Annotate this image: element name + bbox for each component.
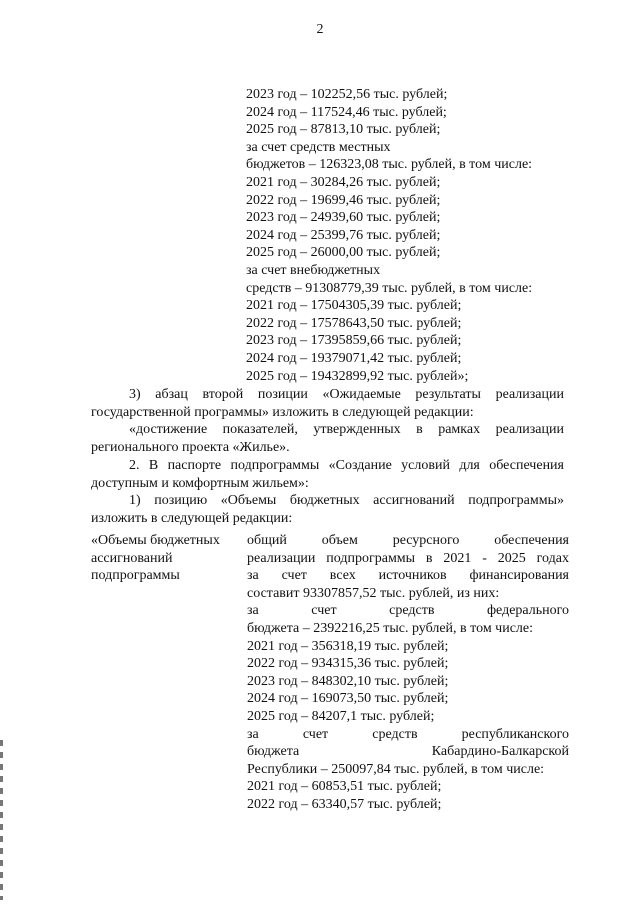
table-value-line: составит 93307857,52 тыс. рублей, из них: bbox=[247, 585, 500, 601]
text-line: 2021 год – 30284,26 тыс. рублей; bbox=[246, 174, 441, 190]
text-line: 2021 год – 17504305,39 тыс. рублей; bbox=[246, 298, 462, 314]
table-value-line: 2022 год – 934315,36 тыс. рублей; bbox=[247, 656, 449, 672]
text-line: за счет внебюджетных bbox=[246, 262, 381, 278]
text-line: 2024 год – 19379071,42 тыс. рублей; bbox=[246, 350, 462, 366]
table-value-line: бюджета – 2392216,25 тыс. рублей, в том числе: bbox=[247, 620, 534, 636]
text-line: 2025 год – 26000,00 тыс. рублей; bbox=[246, 245, 441, 261]
table-value-line: 2021 год – 356318,19 тыс. рублей; bbox=[247, 638, 449, 654]
text-line: 2023 год – 24939,60 тыс. рублей; bbox=[246, 210, 441, 226]
text-line: 2023 год – 102252,56 тыс. рублей; bbox=[246, 87, 448, 102]
text-line: 2024 год – 25399,76 тыс. рублей; bbox=[246, 227, 441, 243]
table-value-line: 2025 год – 84207,1 тыс. рублей; bbox=[247, 708, 435, 724]
table-value-line: бюджета Кабардино-Балкарской bbox=[247, 744, 569, 760]
table-value-line: 2022 год – 63340,57 тыс. рублей; bbox=[247, 796, 442, 812]
table-value-line: 2024 год – 169073,50 тыс. рублей; bbox=[247, 691, 449, 707]
paragraph-section-2: 2. В паспорте подпрограммы «Создание условий для обеспечения доступным и комфортным жильем»: bbox=[91, 458, 564, 491]
text-line: средств – 91308779,39 тыс. рублей, в том числе: bbox=[246, 280, 533, 296]
text-line: 2023 год – 17395859,66 тыс. рублей; bbox=[246, 333, 462, 349]
table-label-cell bbox=[91, 532, 247, 585]
funding-continuation bbox=[246, 86, 566, 385]
table-label-line: подпрограммы bbox=[91, 568, 180, 584]
table-label-line: ассигнований bbox=[91, 550, 173, 566]
table-value-line: за счет средств республиканского bbox=[247, 726, 569, 742]
table-value-line: Республики – 250097,84 тыс. рублей, в том числе: bbox=[247, 761, 545, 777]
scan-margin-marks bbox=[0, 740, 3, 900]
text-line: 2022 год – 17578643,50 тыс. рублей; bbox=[246, 315, 462, 331]
table-label-line: «Объемы бюджетных bbox=[91, 533, 220, 548]
text-line: за счет средств местных bbox=[246, 139, 391, 155]
page-number: 2 bbox=[316, 22, 324, 37]
text-line: 2025 год – 19432899,92 тыс. рублей»; bbox=[246, 368, 469, 384]
text-line: бюджетов – 126323,08 тыс. рублей, в том числе: bbox=[246, 157, 533, 173]
table-value-line: 2023 год – 848302,10 тыс. рублей; bbox=[247, 673, 449, 689]
table-value-line: реализации подпрограммы в 2021 - 2025 годах bbox=[247, 550, 569, 566]
table-value-line: общий объем ресурсного обеспечения bbox=[247, 533, 569, 548]
paragraph-item-1: 1) позицию «Объемы бюджетных ассигнований подпрограммы» изложить в следующей редакции: bbox=[91, 493, 564, 526]
table-value-cell bbox=[247, 532, 569, 814]
paragraph-quote: «достижение показателей, утвержденных в рамках реализации регионального проекта «Жилье». bbox=[91, 422, 564, 455]
text-line: 2022 год – 19699,46 тыс. рублей; bbox=[246, 192, 441, 208]
table-value-line: за счет всех источников финансирования bbox=[247, 568, 569, 584]
text-line: 2025 год – 87813,10 тыс. рублей; bbox=[246, 122, 441, 138]
table-value-line: за счет средств федерального bbox=[247, 603, 569, 619]
table-value-line: 2021 год – 60853,51 тыс. рублей; bbox=[247, 779, 442, 795]
text-line: 2024 год – 117524,46 тыс. рублей; bbox=[246, 104, 447, 120]
paragraph-item-3: 3) абзац второй позиции «Ожидаемые результаты реализации государственной программы» изложить в следующей редакции: bbox=[91, 387, 564, 420]
